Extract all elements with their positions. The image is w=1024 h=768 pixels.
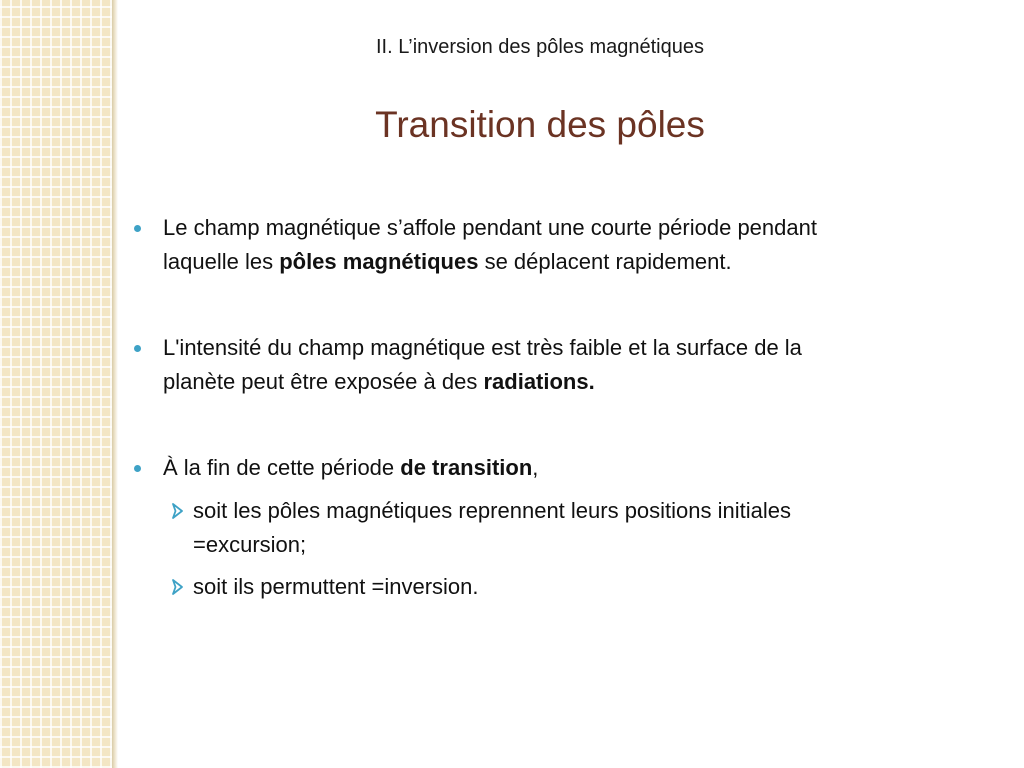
- subbullet-2-line-1: soit ils permuttent =inversion.: [193, 574, 479, 599]
- bullet-2-line-2: [163, 365, 963, 399]
- bullet-3-line-1: [163, 451, 963, 485]
- subbullet-1-line-2: =excursion;: [193, 532, 307, 557]
- subbullet-1-line-1: soit les pôles magnétiques reprennent leurs positions initiales: [193, 498, 792, 523]
- bullet-2-line-1: L'intensité du champ magnétique est très faible et la surface de la: [163, 335, 802, 360]
- side-pattern-shadow: [112, 0, 118, 768]
- bullet-1-line-1: Le champ magnétique s’affole pendant une courte période pendant: [163, 215, 817, 240]
- bullet-1-text-before: laquelle les: [163, 249, 280, 274]
- bullet-1-line-2: [163, 245, 963, 279]
- arrow-right-icon: [171, 578, 185, 596]
- round-bullet-icon: [134, 345, 141, 352]
- bullet-1-text-after: se déplacent rapidement.: [478, 249, 732, 274]
- round-bullet-icon: [134, 225, 141, 232]
- subbullet-2-text: [193, 570, 973, 604]
- bullet-1-text: [163, 211, 963, 279]
- bullet-2-text-before: planète peut être exposée à des: [163, 369, 484, 394]
- round-bullet-icon: [134, 465, 141, 472]
- arrow-right-icon: [171, 502, 185, 520]
- bullet-3-bold-term: de transition: [400, 455, 533, 480]
- slide-subtitle: II. L’inversion des pôles magnétiques: [376, 36, 704, 58]
- bullet-2-text: [163, 331, 963, 399]
- bullet-3-text-before: À la fin de cette période: [163, 455, 401, 480]
- bullet-3-text-after: ,: [532, 455, 539, 480]
- subbullet-1-text: [193, 494, 973, 562]
- bullet-3-text: [163, 451, 963, 485]
- decorative-side-pattern: [0, 0, 112, 768]
- bullet-2-bold-term: radiations.: [483, 369, 595, 394]
- slide-title: Transition des pôles: [375, 104, 705, 145]
- bullet-1-bold-term: pôles magnétiques: [279, 249, 479, 274]
